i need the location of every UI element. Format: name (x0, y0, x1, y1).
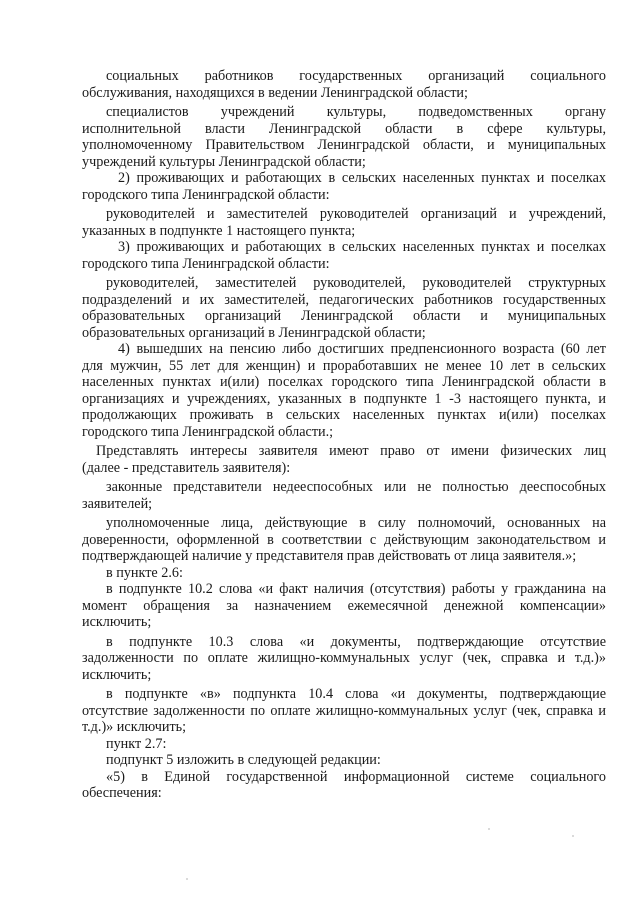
text-line: обеспечения: (82, 785, 162, 801)
text-line: специалистов учреждений культуры, подведомственных органу (106, 104, 606, 120)
text-line: указанных в подпункте 1 настоящего пункта; (82, 222, 356, 239)
scan-speck (488, 828, 490, 830)
text-line: задолженности по оплате жилищно-коммунальных услуг (чек, справка и т.д.)» (82, 650, 606, 666)
text-line: исполнительной власти Ленинградской области в сфере культуры, (82, 120, 606, 137)
text-line: исключить; (82, 666, 152, 683)
text-line: т.д.)» исключить; (82, 719, 187, 735)
text-line: пункт 2.7: (106, 735, 167, 752)
text-line: 2) проживающих и работающих в сельских населенных пунктах и поселках (118, 170, 606, 186)
text-line: подразделений и их заместителей, педагогических работников государственных (82, 291, 606, 308)
text-line: в подпункте 10.2 слова «и факт наличия (отсутствия) работы у гражданина на (106, 581, 606, 597)
text-line: подпункт 5 изложить в следующей редакции: (106, 752, 381, 768)
text-line: организациях и учреждениях, указанных в подпункте 1 -3 настоящего пункта, и (82, 390, 606, 407)
text-line: населенных пунктах и(или) поселках городского типа Ленинградской области в (82, 374, 606, 390)
text-line: городского типа Ленинградской области.; (82, 423, 334, 440)
text-line: руководителей, заместителей руководителей, руководителей структурных (106, 275, 606, 291)
text-line: продолжающих проживать в сельских населенных пунктах и(или) поселках (82, 407, 606, 423)
text-line: городского типа Ленинградской области: (82, 255, 330, 272)
text-line: уполномоченному Правительством Ленинградской области, и муниципальных (82, 137, 606, 153)
text-line: для мужчин, 55 лет для женщин) и проработавших не менее 10 лет в сельских (82, 357, 606, 374)
text-line: 4) вышедших на пенсию либо достигших предпенсионного возраста (60 лет (118, 341, 606, 357)
document-page (82, 68, 606, 802)
text-line: заявителей; (82, 495, 153, 512)
text-line: отсутствие задолженности по оплате жилищно-коммунальных услуг (чек, справка и (82, 702, 606, 719)
text-line: Представлять интересы заявителя имеют право от имени физических лиц (96, 443, 606, 459)
text-line: учреждений культуры Ленинградской области; (82, 153, 366, 170)
text-line: в пункте 2.6: (106, 564, 183, 581)
text-line: уполномоченные лица, действующие в силу полномочий, основанных на (106, 515, 606, 531)
text-line: подтверждающей наличие у представителя прав действовать от лица заявителя.»; (82, 548, 577, 564)
scan-speck (572, 835, 574, 837)
text-line: 3) проживающих и работающих в сельских населенных пунктах и поселках (118, 239, 606, 255)
text-line: «5) в Единой государственной информационной системе социального (106, 768, 606, 785)
text-line: момент обращения за назначением ежемесячной денежной компенсации» (82, 597, 606, 614)
text-line: руководителей и заместителей руководителей организаций и учреждений, (106, 206, 606, 222)
text-line: в подпункте «в» подпункта 10.4 слова «и документы, подтверждающие (106, 686, 606, 702)
text-line: обслуживания, находящихся в ведении Ленинградской области; (82, 84, 468, 101)
text-line: исключить; (82, 614, 152, 630)
text-line: образовательных организаций в Ленинградской области; (82, 324, 426, 341)
text-line: доверенности, оформленной в соответствии с действующим законодательством и (82, 531, 606, 548)
text-line: законные представители недееспособных или не полностью дееспособных (106, 479, 606, 495)
text-line: в подпункте 10.3 слова «и документы, подтверждающие отсутствие (106, 633, 606, 650)
text-line: (далее - представитель заявителя): (82, 459, 291, 476)
text-line: городского типа Ленинградской области: (82, 186, 330, 203)
text-line: образовательных организаций Ленинградской области и муниципальных (82, 308, 606, 324)
text-line: социальных работников государственных организаций социального (106, 68, 606, 84)
scan-speck (186, 878, 188, 880)
